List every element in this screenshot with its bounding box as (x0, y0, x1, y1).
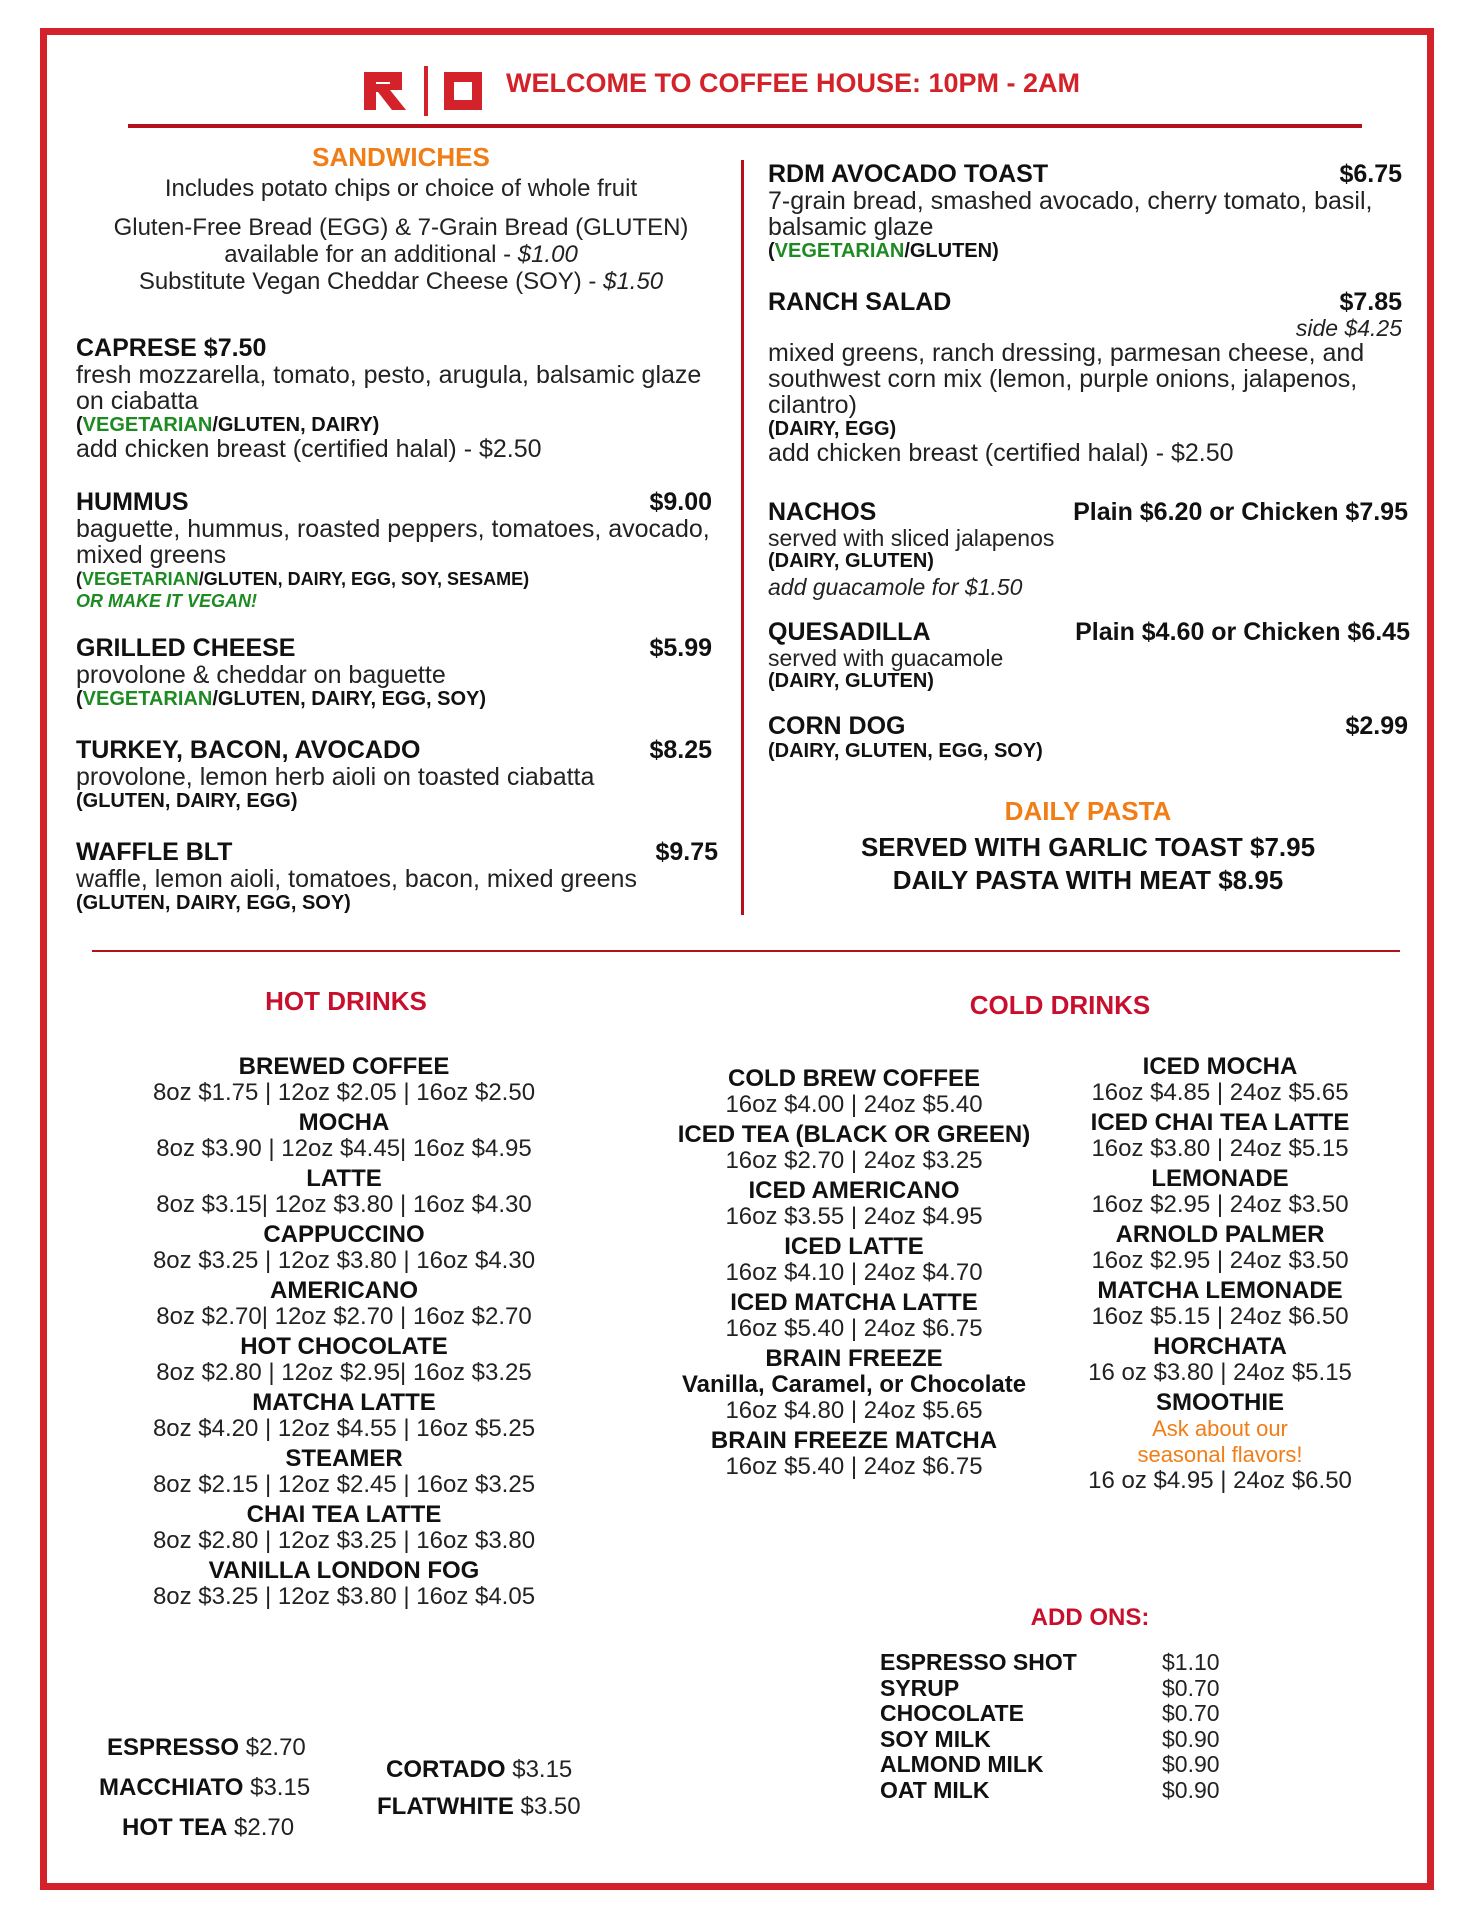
drink-prices: 8oz $3.25 | 12oz $3.80 | 16oz $4.05 (152, 1583, 536, 1610)
drink-prices: 16oz $3.55 | 24oz $4.95 (725, 1203, 983, 1230)
drink-name: MATCHA LATTE (252, 1389, 436, 1416)
add-on-price: $0.70 (1162, 1674, 1220, 1701)
pasta-line-2: DAILY PASTA WITH MEAT $8.95 (892, 865, 1284, 895)
add-on-price: $0.90 (1162, 1776, 1220, 1803)
drink-arnold-palmer (1062, 1222, 1378, 1274)
drink-name: HORCHATA (1153, 1333, 1287, 1360)
item-allergens: (VEGETARIAN/GLUTEN) (768, 240, 999, 262)
drink-price: $2.70 (245, 1734, 306, 1761)
item-name: TURKEY, BACON, AVOCADO (76, 736, 421, 764)
cold-drinks-column-1 (648, 1066, 1060, 1484)
cold-drinks-column-2 (1062, 1054, 1378, 1498)
drink-prices: 16oz $5.40 | 24oz $6.75 (725, 1453, 983, 1480)
add-on-price: $0.90 (1162, 1751, 1220, 1777)
menu-item-nachos (768, 498, 1408, 602)
add-on-chocolate (880, 1701, 1220, 1727)
add-on-name: ALMOND MILK (880, 1751, 1044, 1777)
drink-name: AMERICANO (270, 1277, 418, 1304)
item-price: Plain $4.60 or Chicken $6.45 (1075, 618, 1410, 646)
menu-item-waffle-blt (76, 838, 718, 914)
item-title-row (76, 334, 726, 362)
drink-name: ICED MATCHA LATTE (730, 1289, 978, 1316)
item-description: fresh mozzarella, tomato, pesto, arugula, balsamic glaze on ciabatta (76, 361, 702, 415)
drink-prices: 8oz $1.75 | 12oz $2.05 | 16oz $2.50 (152, 1079, 536, 1106)
item-price: $9.00 (649, 488, 712, 516)
drink-note: seasonal flavors! (1137, 1442, 1303, 1467)
vegetarian-tag: VEGETARIAN (82, 688, 213, 710)
add-ons-heading: ADD ONS: (1030, 1604, 1150, 1631)
drink-brain-freeze-matcha (648, 1428, 1060, 1480)
intro-line-3 (76, 241, 726, 268)
drink-iced-matcha-latte (648, 1290, 1060, 1342)
drink-prices: 16oz $2.95 | 24oz $3.50 (1091, 1247, 1349, 1274)
item-name: QUESADILLA (768, 618, 931, 646)
drink-name: BREWED COFFEE (238, 1053, 450, 1080)
item-description: mixed greens, ranch dressing, parmesan cheese, and southwest corn mix (lemon, purple onions, jalapenos, cilantro) (768, 339, 1365, 419)
add-on-price: $0.90 (1162, 1725, 1220, 1752)
single-flatwhite (377, 1793, 581, 1821)
sandwiches-heading: SANDWICHES (312, 142, 490, 172)
drink-prices: 16 oz $4.95 | 24oz $6.50 (1088, 1467, 1352, 1494)
item-name: WAFFLE BLT (76, 838, 233, 866)
item-name: RDM AVOCADO TOAST (768, 160, 1049, 188)
drink-name: ICED TEA (BLACK OR GREEN) (677, 1121, 1031, 1148)
item-allergens: (DAIRY, EGG) (768, 418, 897, 440)
pasta-line-1: SERVED WITH GARLIC TOAST $7.95 (860, 832, 1316, 862)
drink-iced-latte (648, 1234, 1060, 1286)
item-allergens: (VEGETARIAN/GLUTEN, DAIRY, EGG, SOY, SESAME) (76, 569, 530, 589)
menu-item-turkey-bacon-avocado (76, 736, 712, 812)
drink-prices: 16oz $3.80 | 24oz $5.15 (1091, 1135, 1349, 1162)
drink-name: CHAI TEA LATTE (246, 1501, 442, 1528)
side-price: side $4.25 (1295, 315, 1402, 341)
drink-smoothie (1062, 1390, 1378, 1494)
item-name: CORN DOG (768, 712, 906, 740)
item-price: $2.99 (1345, 712, 1408, 740)
drink-name: MACCHIATO (99, 1774, 244, 1801)
vegetarian-tag: VEGETARIAN (774, 240, 905, 262)
drink-iced-americano (648, 1178, 1060, 1230)
logo-r-mark (362, 70, 408, 112)
drink-name: ARNOLD PALMER (1115, 1221, 1325, 1248)
drink-cold-brew-coffee (648, 1066, 1060, 1118)
intro-line-2: Gluten-Free Bread (EGG) & 7-Grain Bread (GLUTEN) (113, 214, 689, 241)
menu-item-corn-dog (768, 712, 1408, 762)
item-name: GRILLED CHEESE (76, 634, 296, 662)
logo-divider (424, 66, 428, 116)
drink-name: HOT TEA (122, 1814, 228, 1841)
drink-name: ICED AMERICANO (748, 1177, 960, 1204)
drink-flavors: Vanilla, Caramel, or Chocolate (681, 1371, 1027, 1398)
add-on-name: SYRUP (880, 1674, 960, 1701)
brand-logo (362, 66, 486, 116)
single-espresso (107, 1734, 306, 1762)
drink-prices: 16oz $4.85 | 24oz $5.65 (1091, 1079, 1349, 1106)
single-macchiato (99, 1774, 310, 1802)
drink-name: ESPRESSO (107, 1734, 240, 1761)
single-hot-tea (122, 1814, 294, 1842)
item-name: NACHOS (768, 498, 877, 526)
drink-name: SMOOTHIE (1155, 1389, 1284, 1416)
item-price: $9.75 (655, 838, 718, 866)
item-name: CAPRESE $7.50 (76, 334, 267, 362)
add-ons-list (880, 1650, 1220, 1803)
drink-brain-freeze (648, 1346, 1060, 1424)
drink-name: LEMONADE (1151, 1165, 1289, 1192)
header-divider (128, 124, 1362, 128)
item-title-row (768, 712, 1408, 740)
item-description: served with sliced jalapenos (768, 525, 1055, 551)
drink-horchata (1062, 1334, 1378, 1386)
add-on-price: $1.10 (1162, 1649, 1220, 1675)
drink-prices: 8oz $4.20 | 12oz $4.55 | 16oz $5.25 (152, 1415, 536, 1442)
drink-name: ICED CHAI TEA LATTE (1090, 1109, 1350, 1136)
drink-iced-mocha (1062, 1054, 1378, 1106)
drink-price: $3.50 (520, 1793, 581, 1820)
menu-item-grilled-cheese (76, 634, 712, 710)
drink-name: COLD BREW COFFEE (728, 1065, 980, 1092)
item-allergens: (GLUTEN, DAIRY, EGG, SOY) (76, 892, 351, 914)
logo-d-mark (442, 70, 486, 112)
drink-name: MOCHA (298, 1109, 390, 1136)
vegetarian-tag: VEGETARIAN (82, 414, 213, 436)
item-allergens: (VEGETARIAN/GLUTEN, DAIRY, EGG, SOY) (76, 688, 487, 710)
add-on-syrup (880, 1676, 1220, 1702)
intro-price: $1.00 (517, 241, 578, 268)
menu-item-ranch-salad (768, 288, 1402, 466)
add-on-almond-milk (880, 1752, 1220, 1778)
add-on-price: $0.70 (1162, 1700, 1220, 1726)
item-title-row (768, 498, 1408, 526)
drink-iced-chai-tea-latte (1062, 1110, 1378, 1162)
item-title-row (768, 160, 1402, 188)
drink-iced-tea-black-or-green (648, 1122, 1060, 1174)
item-extra: add guacamole for $1.50 (768, 574, 1023, 600)
drink-americano (106, 1278, 582, 1330)
item-allergens: (VEGETARIAN/GLUTEN, DAIRY) (76, 414, 380, 436)
drink-name: BRAIN FREEZE (765, 1345, 943, 1372)
item-description: waffle, lemon aioli, tomatoes, bacon, mixed greens (76, 865, 637, 893)
drink-lemonade (1062, 1166, 1378, 1218)
single-cortado (386, 1756, 572, 1784)
drink-prices: 8oz $3.90 | 12oz $4.45| 16oz $4.95 (156, 1135, 532, 1162)
item-allergens: (DAIRY, GLUTEN, EGG, SOY) (768, 740, 1043, 762)
sandwiches-intro (76, 142, 726, 295)
drink-prices: 16oz $2.95 | 24oz $3.50 (1091, 1191, 1349, 1218)
drink-name: ICED MOCHA (1142, 1053, 1298, 1080)
hot-drinks-heading: HOT DRINKS (265, 986, 427, 1016)
drink-name: VANILLA LONDON FOG (208, 1557, 480, 1584)
allergen-text: /GLUTEN, DAIRY, EGG, SOY, SESAME) (198, 569, 530, 589)
drink-name: LATTE (306, 1165, 382, 1192)
item-price: $6.75 (1339, 160, 1402, 188)
drink-hot-chocolate (106, 1334, 582, 1386)
drink-chai-tea-latte (106, 1502, 582, 1554)
menu-item-quesadilla (768, 618, 1410, 692)
item-description: provolone & cheddar on baguette (76, 661, 446, 689)
drink-prices: 16oz $4.00 | 24oz $5.40 (725, 1091, 983, 1118)
drink-name: ICED LATTE (784, 1233, 924, 1260)
item-allergens: (DAIRY, GLUTEN) (768, 550, 934, 572)
item-name: RANCH SALAD (768, 288, 952, 316)
daily-pasta (768, 796, 1408, 897)
drink-prices: 8oz $2.80 | 12oz $2.95| 16oz $3.25 (156, 1359, 532, 1386)
drink-price: $3.15 (250, 1774, 311, 1801)
item-title-row (76, 634, 712, 662)
menu-item-hummus (76, 488, 712, 612)
add-on-soy-milk (880, 1727, 1220, 1753)
item-description: baguette, hummus, roasted peppers, tomatoes, avocado, mixed greens (76, 515, 710, 569)
item-allergens: (GLUTEN, DAIRY, EGG) (76, 790, 298, 812)
vegetarian-tag: VEGETARIAN (82, 569, 199, 589)
add-on-espresso-shot (880, 1650, 1220, 1676)
add-on-name: SOY MILK (880, 1725, 991, 1752)
add-on-name: OAT MILK (880, 1776, 990, 1803)
drink-vanilla-london-fog (106, 1558, 582, 1610)
intro-text: Substitute Vegan Cheddar Cheese (SOY) - (138, 268, 604, 295)
drink-name: CORTADO (386, 1756, 506, 1783)
section-divider (92, 950, 1400, 952)
drink-price: $3.15 (512, 1756, 573, 1783)
item-title-row (76, 736, 712, 764)
item-extra: add chicken breast (certified halal) - $2.50 (768, 439, 1234, 467)
drink-prices: 16oz $5.40 | 24oz $6.75 (725, 1315, 983, 1342)
cold-drinks-heading: COLD DRINKS (969, 990, 1151, 1020)
item-description: provolone, lemon herb aioli on toasted ciabatta (76, 763, 595, 791)
intro-line-1: Includes potato chips or choice of whole fruit (164, 175, 638, 202)
menu-item-avocado-toast (768, 160, 1402, 262)
add-on-oat-milk (880, 1778, 1220, 1804)
drink-prices: 8oz $2.15 | 12oz $2.45 | 16oz $3.25 (152, 1471, 536, 1498)
menu-item-caprese (76, 334, 726, 462)
intro-price: $1.50 (603, 268, 664, 295)
drink-prices: 8oz $3.25 | 12oz $3.80 | 16oz $4.30 (152, 1247, 536, 1274)
item-price: $5.99 (649, 634, 712, 662)
allergen-text: /GLUTEN) (904, 240, 999, 262)
drink-name: HOT CHOCOLATE (240, 1333, 448, 1360)
drink-mocha (106, 1110, 582, 1162)
item-title-row (76, 838, 718, 866)
drink-prices: 8oz $2.80 | 12oz $3.25 | 16oz $3.80 (152, 1527, 536, 1554)
item-title-row (768, 618, 1410, 646)
add-on-name: CHOCOLATE (880, 1700, 1024, 1726)
allergen-text: /GLUTEN, DAIRY, EGG, SOY) (212, 688, 487, 710)
drink-prices: 16oz $4.10 | 24oz $4.70 (725, 1259, 983, 1286)
item-extra: add chicken breast (certified halal) - $2.50 (76, 435, 542, 463)
drink-name: MATCHA LEMONADE (1097, 1277, 1343, 1304)
drink-prices: 8oz $2.70| 12oz $2.70 | 16oz $2.70 (156, 1303, 532, 1330)
welcome-heading: WELCOME TO COFFEE HOUSE: 10PM - 2AM (506, 68, 1081, 98)
drink-price: $2.70 (234, 1814, 295, 1841)
item-price: $8.25 (649, 736, 712, 764)
daily-pasta-heading: DAILY PASTA (1004, 796, 1172, 826)
item-description: served with guacamole (768, 645, 1004, 671)
drink-name: CAPPUCCINO (263, 1221, 425, 1248)
drink-matcha-lemonade (1062, 1278, 1378, 1330)
drink-prices: 16oz $2.70 | 24oz $3.25 (725, 1147, 983, 1174)
column-divider (741, 160, 744, 915)
drink-brewed-coffee (106, 1054, 582, 1106)
allergen-text: /GLUTEN, DAIRY) (212, 414, 380, 436)
drink-cappuccino (106, 1222, 582, 1274)
item-name: HUMMUS (76, 488, 189, 516)
intro-line-4 (76, 268, 726, 295)
item-allergens: (DAIRY, GLUTEN) (768, 670, 934, 692)
drink-prices: 16 oz $3.80 | 24oz $5.15 (1088, 1359, 1352, 1386)
drink-prices: 16oz $4.80 | 24oz $5.65 (725, 1397, 983, 1424)
drink-steamer (106, 1446, 582, 1498)
drink-matcha-latte (106, 1390, 582, 1442)
item-title-row (768, 288, 1402, 316)
drink-prices: 16oz $5.15 | 24oz $6.50 (1091, 1303, 1349, 1330)
intro-text: available for an additional - (224, 241, 518, 268)
drink-latte (106, 1166, 582, 1218)
drink-prices: 8oz $3.15| 12oz $3.80 | 16oz $4.30 (156, 1191, 532, 1218)
hot-drinks-list (106, 1054, 582, 1614)
vegan-note: OR MAKE IT VEGAN! (76, 591, 258, 611)
item-price: Plain $6.20 or Chicken $7.95 (1073, 498, 1408, 526)
item-description: 7-grain bread, smashed avocado, cherry tomato, basil, balsamic glaze (768, 187, 1373, 241)
drink-name: BRAIN FREEZE MATCHA (710, 1427, 998, 1454)
item-title-row (76, 488, 712, 516)
drink-note: Ask about our (1152, 1416, 1288, 1441)
drink-name: FLATWHITE (377, 1793, 514, 1820)
drink-name: STEAMER (285, 1445, 403, 1472)
item-price: $7.85 (1339, 288, 1402, 316)
add-on-name: ESPRESSO SHOT (880, 1649, 1077, 1675)
